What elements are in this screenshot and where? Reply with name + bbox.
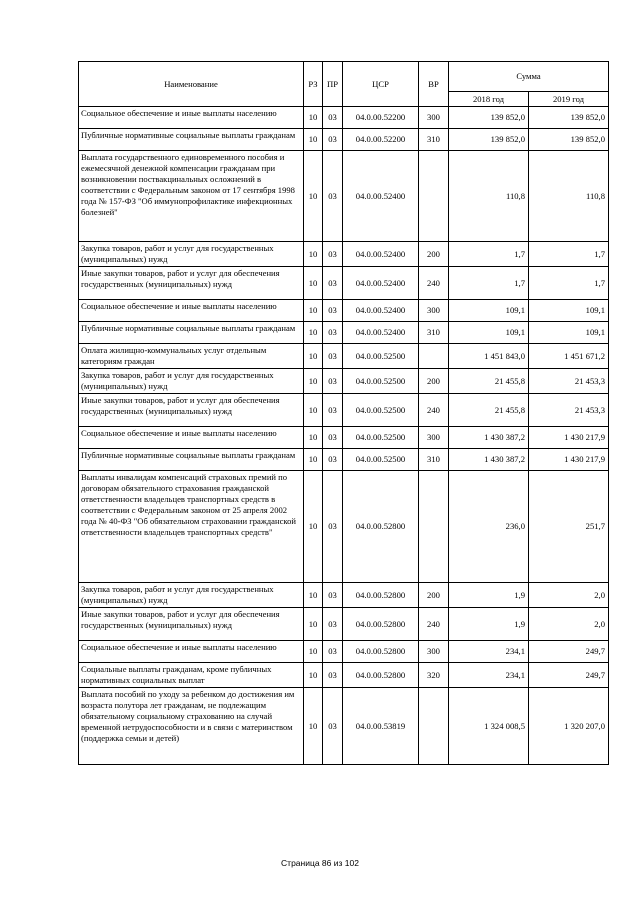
row-pr: 03 bbox=[323, 394, 343, 427]
table-row bbox=[79, 471, 609, 583]
row-csr: 04.0.00.52800 bbox=[343, 641, 419, 663]
row-name: Оплата жилищно-коммунальных услуг отдельным категориям граждан bbox=[79, 344, 304, 369]
row-vr: 320 bbox=[419, 663, 449, 688]
row-sum-2018: 1,7 bbox=[449, 242, 529, 267]
row-pr: 03 bbox=[323, 688, 343, 765]
row-pr: 03 bbox=[323, 129, 343, 151]
row-sum-2019: 1 320 207,0 bbox=[529, 688, 609, 765]
row-vr: 310 bbox=[419, 129, 449, 151]
row-name: Социальное обеспечение и иные выплаты населению bbox=[79, 641, 304, 663]
row-name: Публичные нормативные социальные выплаты гражданам bbox=[79, 129, 304, 151]
row-sum-2019: 109,1 bbox=[529, 322, 609, 344]
row-name: Закупка товаров, работ и услуг для государственных (муниципальных) нужд bbox=[79, 583, 304, 608]
row-pr: 03 bbox=[323, 369, 343, 394]
table-row bbox=[79, 608, 609, 641]
row-csr: 04.0.00.52400 bbox=[343, 242, 419, 267]
row-sum-2019: 249,7 bbox=[529, 641, 609, 663]
table-row bbox=[79, 107, 609, 129]
row-sum-2019: 251,7 bbox=[529, 471, 609, 583]
row-vr: 300 bbox=[419, 641, 449, 663]
table-row bbox=[79, 151, 609, 242]
row-vr: 200 bbox=[419, 242, 449, 267]
row-sum-2018: 109,1 bbox=[449, 322, 529, 344]
row-rz: 10 bbox=[304, 394, 323, 427]
row-vr bbox=[419, 688, 449, 765]
row-pr: 03 bbox=[323, 151, 343, 242]
row-sum-2019: 249,7 bbox=[529, 663, 609, 688]
row-pr: 03 bbox=[323, 449, 343, 471]
row-rz: 10 bbox=[304, 688, 323, 765]
table-row bbox=[79, 344, 609, 369]
row-pr: 03 bbox=[323, 344, 343, 369]
table-row bbox=[79, 129, 609, 151]
row-sum-2019: 139 852,0 bbox=[529, 129, 609, 151]
row-pr: 03 bbox=[323, 242, 343, 267]
row-sum-2018: 139 852,0 bbox=[449, 107, 529, 129]
row-sum-2018: 21 455,8 bbox=[449, 394, 529, 427]
row-csr: 04.0.00.52500 bbox=[343, 427, 419, 449]
row-rz: 10 bbox=[304, 663, 323, 688]
row-sum-2019: 21 453,3 bbox=[529, 394, 609, 427]
row-sum-2019: 21 453,3 bbox=[529, 369, 609, 394]
row-rz: 10 bbox=[304, 300, 323, 322]
header-sum: Сумма bbox=[449, 62, 609, 92]
row-vr: 240 bbox=[419, 394, 449, 427]
table-row bbox=[79, 663, 609, 688]
row-sum-2019: 2,0 bbox=[529, 608, 609, 641]
table-row bbox=[79, 688, 609, 765]
row-sum-2018: 109,1 bbox=[449, 300, 529, 322]
row-sum-2018: 236,0 bbox=[449, 471, 529, 583]
row-vr: 240 bbox=[419, 608, 449, 641]
row-sum-2018: 1 451 843,0 bbox=[449, 344, 529, 369]
row-pr: 03 bbox=[323, 322, 343, 344]
row-vr: 200 bbox=[419, 369, 449, 394]
row-sum-2018: 1,7 bbox=[449, 267, 529, 300]
row-rz: 10 bbox=[304, 129, 323, 151]
row-csr: 04.0.00.53819 bbox=[343, 688, 419, 765]
row-csr: 04.0.00.52500 bbox=[343, 369, 419, 394]
row-sum-2019: 139 852,0 bbox=[529, 107, 609, 129]
row-csr: 04.0.00.52800 bbox=[343, 663, 419, 688]
row-sum-2018: 1 430 387,2 bbox=[449, 427, 529, 449]
row-sum-2019: 2,0 bbox=[529, 583, 609, 608]
row-rz: 10 bbox=[304, 344, 323, 369]
row-csr: 04.0.00.52200 bbox=[343, 129, 419, 151]
row-rz: 10 bbox=[304, 583, 323, 608]
row-sum-2018: 21 455,8 bbox=[449, 369, 529, 394]
row-name: Выплата пособий по уходу за ребенком до достижения им возраста полутора лет гражданам, не подлежащим обязательному социальному страхованию на случай временной нетрудоспособности и в связи с материнством (поддержка семьи и детей) bbox=[79, 688, 304, 765]
row-pr: 03 bbox=[323, 267, 343, 300]
page-number: Страница 86 из 102 bbox=[281, 858, 359, 868]
row-pr: 03 bbox=[323, 641, 343, 663]
header-name: Наименование bbox=[79, 62, 304, 107]
table-row bbox=[79, 322, 609, 344]
row-rz: 10 bbox=[304, 267, 323, 300]
row-name: Иные закупки товаров, работ и услуг для обеспечения государственных (муниципальных) нужд bbox=[79, 394, 304, 427]
row-pr: 03 bbox=[323, 107, 343, 129]
row-sum-2019: 1,7 bbox=[529, 267, 609, 300]
row-rz: 10 bbox=[304, 107, 323, 129]
row-rz: 10 bbox=[304, 369, 323, 394]
row-sum-2018: 1 324 008,5 bbox=[449, 688, 529, 765]
row-pr: 03 bbox=[323, 471, 343, 583]
table-row bbox=[79, 583, 609, 608]
row-vr: 310 bbox=[419, 449, 449, 471]
table-row bbox=[79, 242, 609, 267]
row-rz: 10 bbox=[304, 449, 323, 471]
row-name: Закупка товаров, работ и услуг для государственных (муниципальных) нужд bbox=[79, 242, 304, 267]
row-pr: 03 bbox=[323, 608, 343, 641]
row-sum-2019: 1 430 217,9 bbox=[529, 449, 609, 471]
row-name: Социальное обеспечение и иные выплаты населению bbox=[79, 107, 304, 129]
row-name: Социальное обеспечение и иные выплаты населению bbox=[79, 427, 304, 449]
row-name: Выплата государственного единовременного пособия и ежемесячной денежной компенсации гражданам при возникновении поствакцинальных осложнений в соответствии с Федеральным законом от 17 сентября 1998 года № 157-ФЗ "Об иммунопрофилактике инфекционных болезней" bbox=[79, 151, 304, 242]
table-row bbox=[79, 427, 609, 449]
row-sum-2019: 1,7 bbox=[529, 242, 609, 267]
row-vr: 240 bbox=[419, 267, 449, 300]
header-csr: ЦСР bbox=[343, 62, 419, 107]
row-csr: 04.0.00.52500 bbox=[343, 344, 419, 369]
table-row bbox=[79, 300, 609, 322]
row-sum-2018: 234,1 bbox=[449, 663, 529, 688]
header-pr: ПР bbox=[323, 62, 343, 107]
row-sum-2018: 110,8 bbox=[449, 151, 529, 242]
row-name: Иные закупки товаров, работ и услуг для обеспечения государственных (муниципальных) нужд bbox=[79, 608, 304, 641]
row-csr: 04.0.00.52400 bbox=[343, 151, 419, 242]
header-year-2019: 2019 год bbox=[529, 92, 609, 107]
row-csr: 04.0.00.52400 bbox=[343, 322, 419, 344]
row-rz: 10 bbox=[304, 608, 323, 641]
row-vr: 300 bbox=[419, 427, 449, 449]
row-name: Социальные выплаты гражданам, кроме публичных нормативных социальных выплат bbox=[79, 663, 304, 688]
row-name: Публичные нормативные социальные выплаты гражданам bbox=[79, 449, 304, 471]
header-year-2018: 2018 год bbox=[449, 92, 529, 107]
row-vr: 310 bbox=[419, 322, 449, 344]
row-rz: 10 bbox=[304, 471, 323, 583]
row-sum-2019: 1 430 217,9 bbox=[529, 427, 609, 449]
row-csr: 04.0.00.52500 bbox=[343, 449, 419, 471]
row-sum-2018: 1 430 387,2 bbox=[449, 449, 529, 471]
row-pr: 03 bbox=[323, 427, 343, 449]
row-pr: 03 bbox=[323, 663, 343, 688]
header-vr: ВР bbox=[419, 62, 449, 107]
header-rz: РЗ bbox=[304, 62, 323, 107]
row-sum-2019: 110,8 bbox=[529, 151, 609, 242]
row-name: Иные закупки товаров, работ и услуг для обеспечения государственных (муниципальных) нужд bbox=[79, 267, 304, 300]
row-sum-2019: 109,1 bbox=[529, 300, 609, 322]
table-header bbox=[79, 62, 609, 107]
row-vr: 300 bbox=[419, 107, 449, 129]
table-body bbox=[79, 107, 609, 765]
row-csr: 04.0.00.52400 bbox=[343, 300, 419, 322]
row-rz: 10 bbox=[304, 427, 323, 449]
row-name: Закупка товаров, работ и услуг для государственных (муниципальных) нужд bbox=[79, 369, 304, 394]
row-csr: 04.0.00.52800 bbox=[343, 583, 419, 608]
row-csr: 04.0.00.52500 bbox=[343, 394, 419, 427]
row-vr bbox=[419, 151, 449, 242]
table-row bbox=[79, 449, 609, 471]
table-row bbox=[79, 394, 609, 427]
row-pr: 03 bbox=[323, 583, 343, 608]
row-name: Социальное обеспечение и иные выплаты населению bbox=[79, 300, 304, 322]
row-sum-2019: 1 451 671,2 bbox=[529, 344, 609, 369]
row-sum-2018: 1,9 bbox=[449, 608, 529, 641]
row-vr bbox=[419, 471, 449, 583]
table-row bbox=[79, 267, 609, 300]
row-rz: 10 bbox=[304, 242, 323, 267]
row-rz: 10 bbox=[304, 151, 323, 242]
row-rz: 10 bbox=[304, 641, 323, 663]
row-csr: 04.0.00.52400 bbox=[343, 267, 419, 300]
row-name: Публичные нормативные социальные выплаты гражданам bbox=[79, 322, 304, 344]
row-pr: 03 bbox=[323, 300, 343, 322]
table-row bbox=[79, 641, 609, 663]
row-sum-2018: 234,1 bbox=[449, 641, 529, 663]
row-name: Выплаты инвалидам компенсаций страховых премий по договорам обязательного страхования гражданской ответственности владельцев транспортных средств в соответствии с Федеральным законом от 25 апреля 2002 года № 40-ФЗ "Об обязательном страховании гражданской ответственности владельцев транспортных средств" bbox=[79, 471, 304, 583]
table-row bbox=[79, 369, 609, 394]
row-csr: 04.0.00.52200 bbox=[343, 107, 419, 129]
row-vr: 300 bbox=[419, 300, 449, 322]
row-csr: 04.0.00.52800 bbox=[343, 471, 419, 583]
row-csr: 04.0.00.52800 bbox=[343, 608, 419, 641]
row-sum-2018: 1,9 bbox=[449, 583, 529, 608]
row-sum-2018: 139 852,0 bbox=[449, 129, 529, 151]
row-vr: 200 bbox=[419, 583, 449, 608]
budget-table bbox=[78, 61, 609, 765]
row-rz: 10 bbox=[304, 322, 323, 344]
row-vr bbox=[419, 344, 449, 369]
